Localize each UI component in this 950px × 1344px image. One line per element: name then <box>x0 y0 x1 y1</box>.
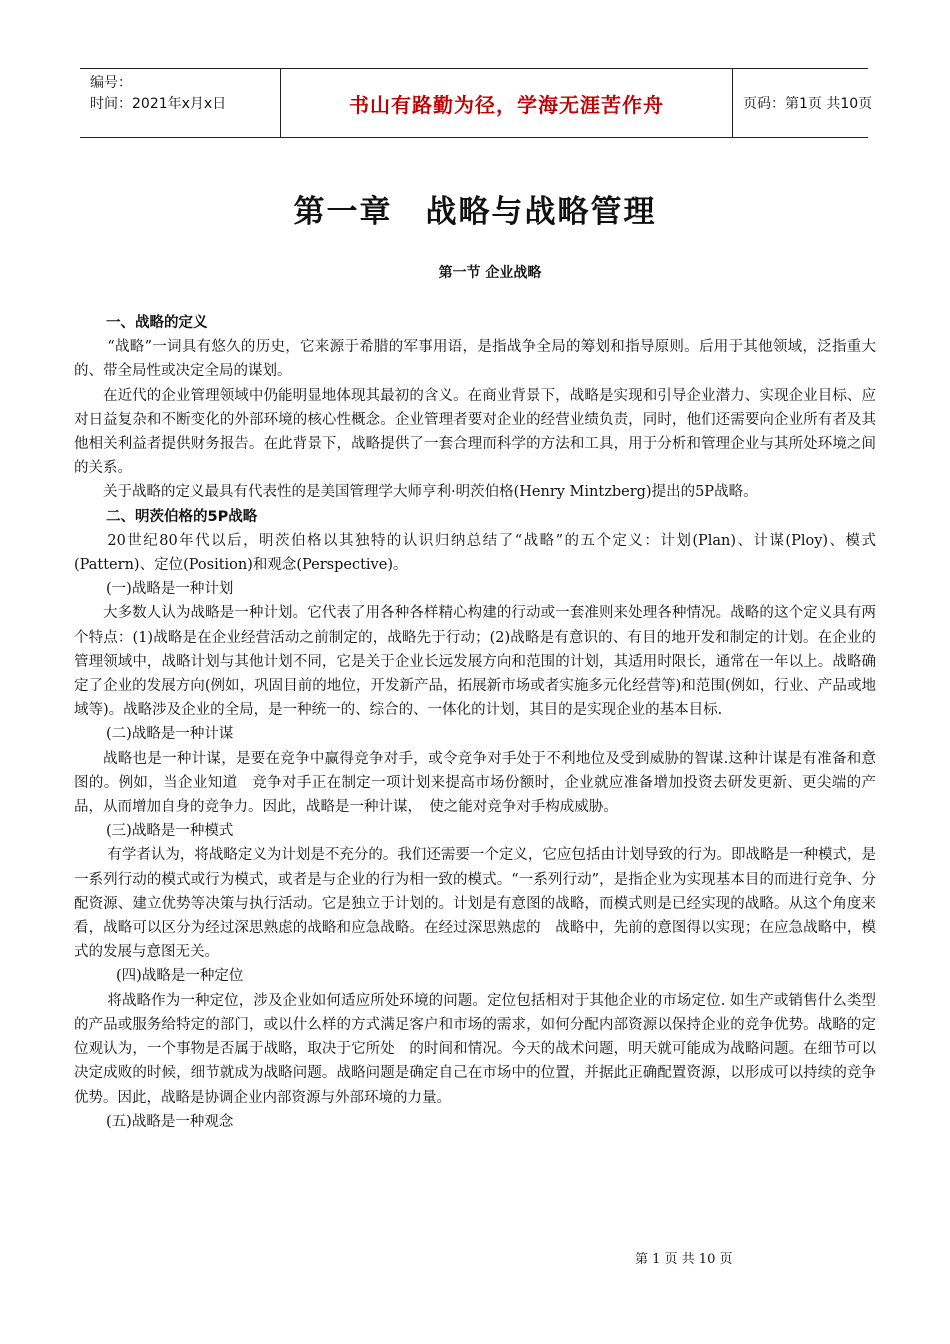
section-heading: 二、明茨伯格的5P战略 <box>106 508 258 525</box>
page-header <box>80 68 873 138</box>
number-label: 编号： <box>90 75 132 91</box>
item-heading: (二)战略是一种计谋 <box>106 726 234 743</box>
section-heading: 一、战略的定义 <box>106 315 208 331</box>
date-label: 时间：2021年x月x日 <box>90 96 227 112</box>
paragraph: 将战略作为一种定位，涉及企业如何适应所处环境的问题。定位包括相对于其他企业的市场定位. 如生产或销售什么类型的产品或服务给特定的部门，或以什么样的方式满足客户和市场的需求，如何分配内部资源以保持企业的竞争优势。战略的定位观认为，一个事物是否属于战略，取决于它所处 的时间和情况。今天的战术问题，明天就可能成为战略问题。在细节可以决定成败的时候，细节就成为战略问题。战略问题是确定自己在市场中的位置，并据此正确配置资源，以形成可以持续的竞争优势。因此，战略是协调企业内部资源与外部环境的力量。 <box>74 992 876 1106</box>
paragraph: 大多数人认为战略是一种计划。它代表了用各种各样精心构建的行动或一套准则来处理各种情况。战略的这个定义具有两个特点：(1)战略是在企业经营活动之前制定的，战略先于行动；(2)战略是有意识的、有目的地开发和制定的计划。在企业的管理领域中，战略计划与其他计划不同，它是关于企业长远发展方向和范围的计划，其适用时限长，通常在一年以上。战略确定了企业的发展方向(例如，巩固目前的地位，开发新产品，拓展新市场或者实施多元化经营等)和范围(例如，行业、产品或地域等)。战略涉及企业的全局，是一种统一的、综合的、一体化的计划，其目的是实现企业的基本目标. <box>74 605 876 719</box>
document-body <box>74 311 876 1134</box>
section-subtitle: 第一节 企业战略 <box>438 265 542 281</box>
paragraph: “战略”一词具有悠久的历史，它来源于希腊的军事用语，是指战争全局的筹划和指导原则。后用于其他领域，泛指重大的、带全局性或决定全局的谋划。 <box>74 339 876 380</box>
paragraph: 有学者认为，将战略定义为计划是不充分的。我们还需要一个定义，它应包括由计划导致的行为。即战略是一种模式，是一系列行动的模式或行为模式，或者是与企业的行为相一致的模式。“一系列行动”，是指企业为实现基本目的而进行竞争、分配资源、建立优势等决策与执行活动。它是独立于计划的。计划是有意图的战略，而模式则是已经实现的战略。从这个角度来看，战略可以区分为经过深思熟虑的战略和应急战略。在经过深思熟虑的 战略中，先前的意图得以实现；在应急战略中，模式的发展与意图无关。 <box>74 847 876 961</box>
header-page-info: 页码：第1页 共10页 <box>743 96 873 112</box>
paragraph: 20世纪80年代以后，明茨伯格以其独特的认识归纳总结了“战略”的五个定义：计划(Plan)、计谋(Ploy)、模式(Pattern)、定位(Position)和观念(Perspective)。 <box>74 532 876 574</box>
item-heading: (四)战略是一种定位 <box>116 968 244 985</box>
header-meta <box>80 69 280 137</box>
item-heading: (五)战略是一种观念 <box>106 1113 234 1130</box>
paragraph: 战略也是一种计谋，是要在竞争中赢得竞争对手，或令竞争对手处于不利地位及受到威胁的智谋.这种计谋是有准备和意图的。例如，当企业知道 竞争对手正在制定一项计划来提高市场份额时，企业就应准备增加投资去研发更新、更尖端的产品，从而增加自身的竞争力。因此，战略是一种计谋， 使之能对竞争对手构成威胁。 <box>74 750 876 816</box>
paragraph: 在近代的企业管理领域中仍能明显地体现其最初的含义。在商业背景下，战略是实现和引导企业潜力、实现企业目标、应对日益复杂和不断变化的外部环境的核心性概念。企业管理者要对企业的经营业绩负责，同时，他们还需要向企业所有者及其他相关利益者提供财务报告。在此背景下，战略提供了一套合理而科学的方法和工具，用于分析和管理企业与其所处环境之间的关系。 <box>74 387 876 477</box>
item-heading: (三)战略是一种模式 <box>106 823 234 840</box>
page-footer: 第 1 页 共 10 页 <box>635 1252 733 1267</box>
item-heading: (一)战略是一种计划 <box>106 581 234 598</box>
paragraph: 关于战略的定义最具有代表性的是美国管理学大师亨利·明茨伯格(Henry Mintzberg)提出的5P战略。 <box>103 484 758 501</box>
header-motto: 书山有路勤为径，学海无涯苦作舟 <box>280 69 733 137</box>
chapter-title: 第一章 战略与战略管理 <box>293 194 657 230</box>
